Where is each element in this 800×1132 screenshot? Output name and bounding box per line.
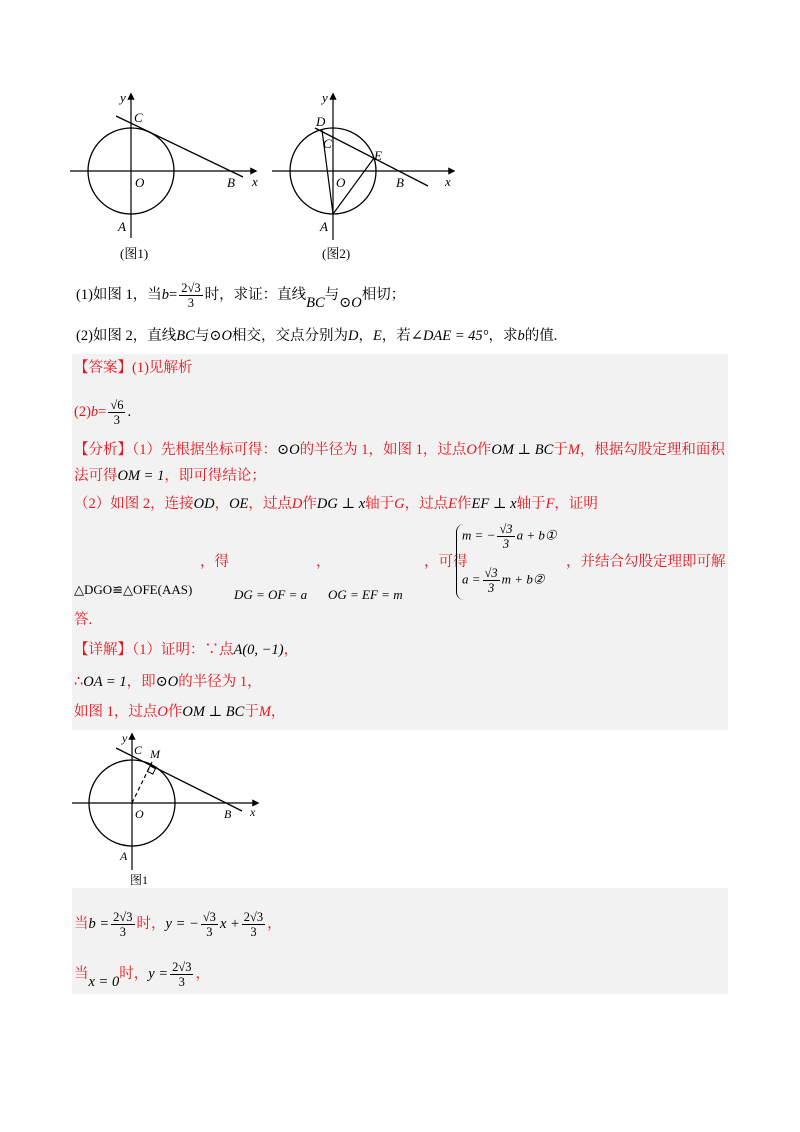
analysis-end-a: ，并结合勾股定理即可解 <box>566 554 726 570</box>
fraction: $\frac{√3}{3}$ <box>484 566 498 595</box>
figure-caption: (图2) <box>322 246 351 261</box>
label-c: C <box>323 136 332 151</box>
label-a: A <box>118 219 126 234</box>
fraction: $\frac{√6}{3}$ <box>110 398 124 427</box>
fraction: $\frac{2√3}{3}$ <box>181 281 201 310</box>
label-m: M <box>150 747 160 761</box>
fraction: $\frac{2√3}{3}$ <box>243 910 264 939</box>
figure-caption: 图1 <box>130 873 149 887</box>
system-eq-1: m = − $\frac{√3}{3}$ a + b① <box>462 522 557 551</box>
equation-og: OG = EF = m <box>328 587 403 602</box>
analysis-comma: ， <box>316 554 331 570</box>
figure-3 <box>72 730 260 888</box>
detail-line-5: 当x = 0时，y = $\frac{2√3}{3}$ ， <box>74 960 210 990</box>
analysis-label: 【分析】 <box>74 442 132 458</box>
label-y: y <box>122 731 128 745</box>
fraction: $\frac{2√3}{3}$ <box>113 910 133 939</box>
line-de <box>315 128 428 186</box>
question-1: (1)如图 1，当b= $\frac{2√3}{3}$ 时，求证：直线BC与⊙O相切； <box>76 281 406 311</box>
fraction: $\frac{√3}{3}$ <box>499 522 513 551</box>
label-b: B <box>396 175 404 190</box>
analysis-de: ，得 <box>200 554 229 570</box>
detail-line-4: 当b = $\frac{2√3}{3}$ 时，y = − $\frac{√3}{3}$ x + $\frac{2√3}{3}$ ， <box>74 910 282 939</box>
equation-dg: DG = OF = a <box>234 587 308 602</box>
label-o: O <box>135 807 144 821</box>
label-x: x <box>445 174 451 189</box>
label-c: C <box>134 110 143 125</box>
label-y: y <box>120 90 126 105</box>
system-eq-2: a = $\frac{√3}{3}$ m + b② <box>462 566 545 595</box>
label-o: O <box>336 175 346 190</box>
label-b: B <box>224 807 232 821</box>
label-c: C <box>134 743 143 757</box>
analysis-line-3: （2）如图 2，连接OD，OE，过点D作DG ⊥ x轴于G，过点E作EF ⊥ x轴于F，证明 <box>74 496 598 512</box>
label-o: O <box>135 175 145 190</box>
answer-label: 【答案】 <box>74 360 132 376</box>
question-2: (2)如图 2，直线BC与⊙O相交，交点分别为D，E，若∠DAE = 45°，求b的值. <box>76 328 558 344</box>
line-bc <box>116 116 243 177</box>
label-x: x <box>250 805 256 819</box>
label-b: B <box>227 175 235 190</box>
label-a: A <box>320 219 328 234</box>
analysis-line-1: 【分析】（1）先根据坐标可得：⊙O的半径为 1，如图 1，过点O作OM ⊥ BC于M，根据勾股定理和面积 <box>74 442 725 458</box>
analysis-line-2: 法可得OM = 1，即可得结论； <box>74 468 266 484</box>
detail-line-3: 如图 1，过点O作OM ⊥ BC于M， <box>74 704 286 720</box>
label-d: D <box>316 114 326 129</box>
answer-line-1: 【答案】(1)见解析 <box>74 360 193 376</box>
analysis-end-b: 答. <box>74 612 93 628</box>
figure-caption: (图1) <box>120 246 149 261</box>
answer-line-2: (2)b= $\frac{√6}{3}$ . <box>74 398 132 427</box>
detail-line-2: ∴OA = 1，即⊙O的半径为 1， <box>74 674 262 690</box>
label-e: E <box>374 148 382 163</box>
fraction: $\frac{2√3}{3}$ <box>172 960 192 989</box>
fraction: $\frac{√3}{3}$ <box>202 910 216 939</box>
label-x: x <box>252 174 258 189</box>
detail-line-1: 【详解】（1）证明：∵点A(0, −1)， <box>74 642 299 658</box>
analysis-keyi: ，可得 <box>424 554 468 570</box>
figure-2 <box>262 88 472 268</box>
figure-1 <box>60 88 280 268</box>
congruence: △DGO≌△OFE(AAS) <box>74 582 193 597</box>
label-y: y <box>322 90 328 105</box>
label-a: A <box>120 849 128 863</box>
detail-label: 【详解】 <box>74 642 132 658</box>
